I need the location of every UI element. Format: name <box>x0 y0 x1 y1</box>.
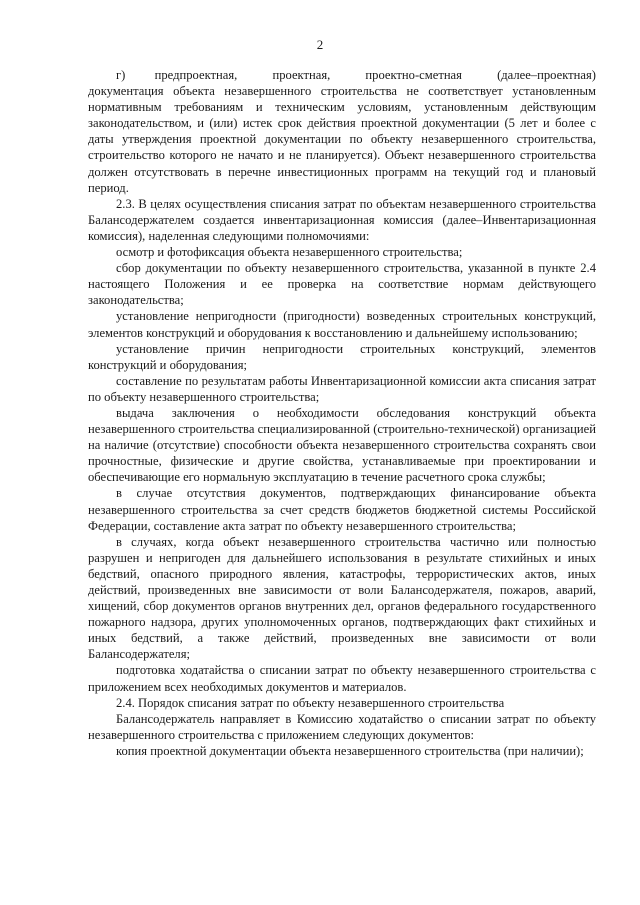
list-item: в случае отсутствия документов, подтверждающих финансирование объекта незавершенного строительства за счет средств бюджетов бюджетной системы Российской Федерации, составление акта затрат по объекту незавершенного строительства; <box>88 486 596 533</box>
page-number: 2 <box>316 37 324 52</box>
list-item: установление непригодности (пригодности) возведенных строительных конструкций, элементов конструкций и оборудования к восстановлению и дальнейшему использованию; <box>88 309 596 340</box>
list-item: копия проектной документации объекта незавершенного строительства (при наличии); <box>116 743 584 758</box>
paragraph: Балансодержатель направляет в Комиссию ходатайство о списании затрат по объекту незавершенного строительства с приложением следующих документов: <box>88 711 596 742</box>
list-item: составление по результатам работы Инвентаризационной комиссии акта списания затрат по объекту незавершенного строительства; <box>88 373 596 404</box>
paragraph-2-3: 2.3. В целях осуществления списания затрат по объектам незавершенного строительства Балансодержателем создается инвентаризационная комиссия (далее–Инвентаризационная комиссия), наделенная следующими полномочиями: <box>88 196 596 243</box>
list-item: выдача заключения о необходимости обследования конструкций объекта незавершенного строительства специализированной (строительно-технической) организацией на наличие (отсутствие) способности объекта незавершенного строительства сохранять свои прочностные, физические и другие свойства, устанавливаемые при проектировании и обеспечивающие его нормальную эксплуатацию в течение расчетного срока службы; <box>88 405 596 485</box>
list-item: сбор документации по объекту незавершенного строительства, указанной в пункте 2.4 настоящего Положения и ее проверка на соответствие нормам действующего законодательства; <box>88 261 596 308</box>
document-body <box>88 67 596 759</box>
paragraph-item-g: г) предпроектная, проектная, проектно-сметная (далее–проектная) документация объекта незавершенного строительства не соответствует установленным нормативным требованиям и техническим условиям, установленным действующим законодательством, и (или) истек срок действия проектной документации (5 лет и более с даты утверждения проектной документации по объекту незавершенного строительства, строительство которого не начато и не планируется). Объект незавершенного строительства должен отсутствовать в перечне инвестиционных программ на текущий год и плановый период. <box>88 68 596 195</box>
list-item: установление причин непригодности строительных конструкций, элементов конструкций и оборудования; <box>88 341 596 372</box>
list-item: осмотр и фотофиксация объекта незавершенного строительства; <box>116 245 463 260</box>
section-heading-2-4: 2.4. Порядок списания затрат по объекту незавершенного строительства <box>116 695 505 710</box>
list-item: подготовка ходатайства о списании затрат по объекту незавершенного строительства с приложением всех необходимых документов и материалов. <box>88 663 596 694</box>
list-item: в случаях, когда объект незавершенного строительства частично или полностью разрушен и непригоден для дальнейшего использования в результате стихийных и иных бедствий, опасного природного явления, катастрофы, террористических актов, иных действий, произведенных вне зависимости от воли Балансодержателя, пожаров, аварий, хищений, сбор документов органов внутренних дел, органов федерального государственного пожарного надзора, других уполномоченных органов, подтверждающих факт стихийных и иных бедствий, а также действий, произведенных вне зависимости от воли Балансодержателя; <box>88 534 596 662</box>
